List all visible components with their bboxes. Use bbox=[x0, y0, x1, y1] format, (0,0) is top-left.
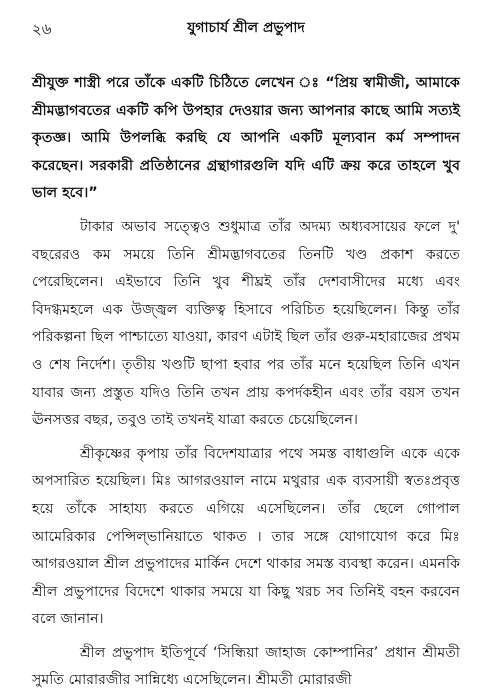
paragraph-letter-quote: শ্রীযুক্ত শাস্ত্রী পরে তাঁকে একটি চিঠিতে লেখেন ঃ “প্রিয় স্বামীজী, আমাকে শ্রীমদ্ভাগবতের একটি কপি উপহার দেওয়ার জন্য আপনার কাছে আমি সত্যই কৃতজ্ঞ। আমি উপলব্ধি করছি যে আপনি একটি মূল্যবান কর্ম সম্পাদন করেছেন। সরকারী প্রতিষ্ঠানের গ্রন্থাগারগুলি যদি এটি ক্রয় করে তাহলে খুব ভাল হবে।” bbox=[32, 75, 460, 202]
paragraph-scindia: শ্রীল প্রভুপাদ ইতিপূর্বে ‘সিন্ধিয়া জাহাজ কোম্পানির’ প্রধান শ্রীমতী সুমতি মোরারজীর সান্নিধ্যে এসেছিলেন। শ্রীমতী মোরারজী bbox=[32, 644, 460, 689]
page-header bbox=[32, 14, 460, 44]
running-title: যুগাচার্য শ্রীল প্রভুপাদ bbox=[187, 20, 305, 36]
body-text bbox=[32, 70, 460, 695]
page-number: ২৬ bbox=[32, 20, 52, 38]
paragraph-publication: টাকার অভাব সত্ত্বেও শুধুমাত্র তাঁর অদম্য অধ্যবসায়ের ফলে দু' বছরেরও কম সময়ে তিনি শ্রীমদ্ভাগবতের তিনটি খণ্ড প্রকাশ করতে পেরেছিলেন। এইভাবে তিনি খুব শীঘ্রই তাঁর দেশবাসীদের মধ্যে এবং বিদগ্ধমহলে এক উজ্জ্বল ব্যক্তিত্ব হিসাবে পরিচিত হয়েছিলেন। কিন্তু তাঁর পরিকল্পনা ছিল পাশ্চাত্যে যাওয়া, কারণ এটাই ছিল তাঁর গুরু-মহারাজের প্রথম ও শেষ নির্দেশ। তৃতীয় খণ্ডটি ছাপা হবার পর তাঁর মনে হয়েছিল তিনি এখন যাবার জন্য প্রস্তুত যদিও তিনি তখন প্রায় কপর্দকহীন এবং তাঁর বয়স তখন ঊনসত্তর বছর, তবুও তাই তখনই যাত্রা করতে চেয়েছিলেন। bbox=[32, 218, 460, 429]
paragraph-travel-arrangements: শ্রীকৃষ্ণের কৃপায় তাঁর বিদেশযাত্রার পথে সমস্ত বাধাগুলি একে একে অপসারিত হয়েছিল। মিঃ আগরওয়াল নামে মথুরার এক ব্যবসায়ী স্বতঃপ্রবৃত্ত হয়ে তাঁকে সাহায্য করতে এগিয়ে এসেছিলেন। তাঁর ছেলে গোপাল আমেরিকার পেন্সিল্ভানিয়াতে থাকত । তার সঙ্গে যোগাযোগ করে মিঃ আগরওয়াল শ্রীল প্রভুপাদের মার্কিন দেশে থাকার সমস্ত ব্যবস্থা করেন। এমনকি শ্রীল প্রভুপাদের বিদেশে থাকার সময়ে যা কিছু খরচ সব তিনিই বহন করবেন বলে জানান। bbox=[32, 445, 460, 628]
